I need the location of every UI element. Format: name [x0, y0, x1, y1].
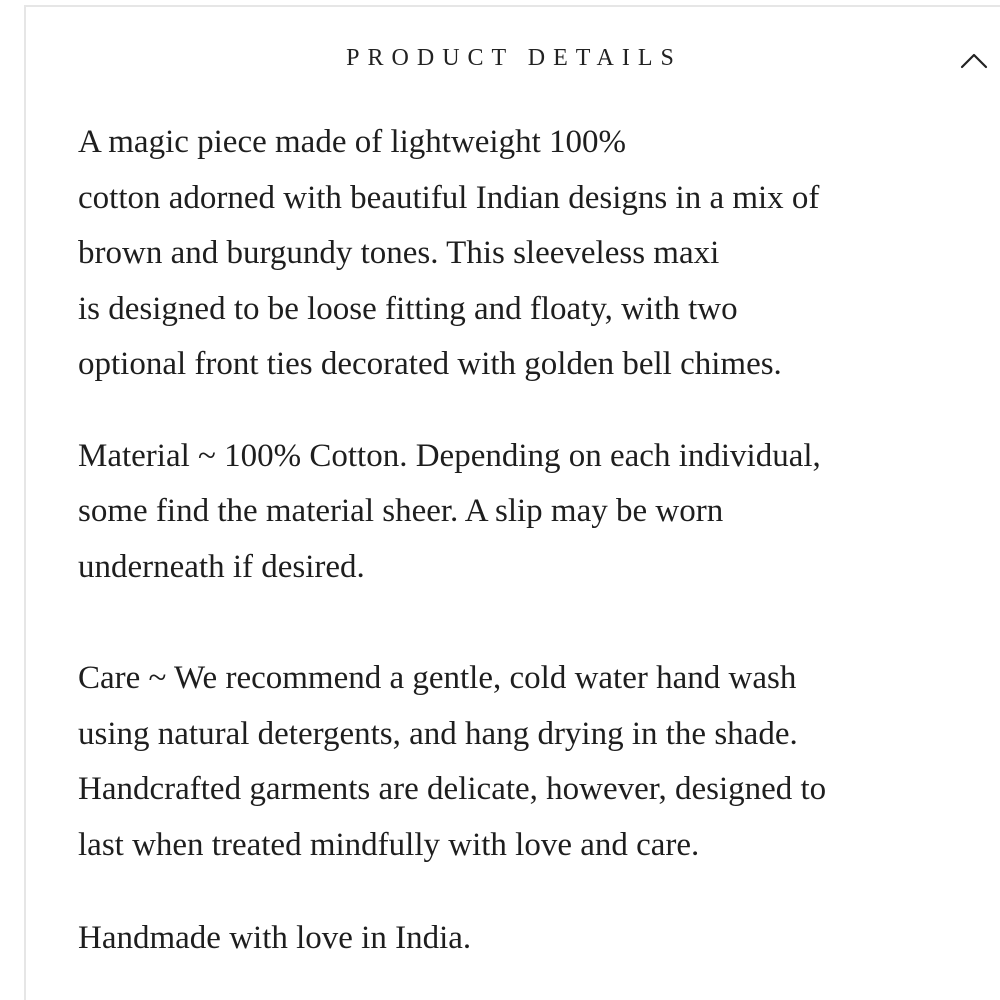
product-details-accordion-header[interactable] [26, 7, 1000, 107]
product-description: A magic piece made of lightweight 100% cotton adorned with beautiful Indian designs in a mix of brown and burgundy tones. This sleeveless maxi is designed to be loose fitting and floaty, with two optional front ties decorated with golden bell chimes. [78, 124, 820, 382]
accordion-title: PRODUCT DETAILS [346, 45, 682, 71]
product-details-content [78, 115, 978, 967]
product-details-panel [24, 5, 1000, 1000]
care-instructions: Care ~ We recommend a gentle, cold water hand wash using natural detergents, and hang drying in the shade. Handcrafted garments are delicate, however, designed to last when treated mindfully with love and care. [78, 660, 827, 863]
origin-note: Handmade with love in India. [78, 920, 472, 956]
material-info: Material ~ 100% Cotton. Depending on each individual, some find the material sheer. A slip may be worn underneath if desired. [78, 437, 821, 585]
chevron-up-icon[interactable] [956, 47, 992, 71]
